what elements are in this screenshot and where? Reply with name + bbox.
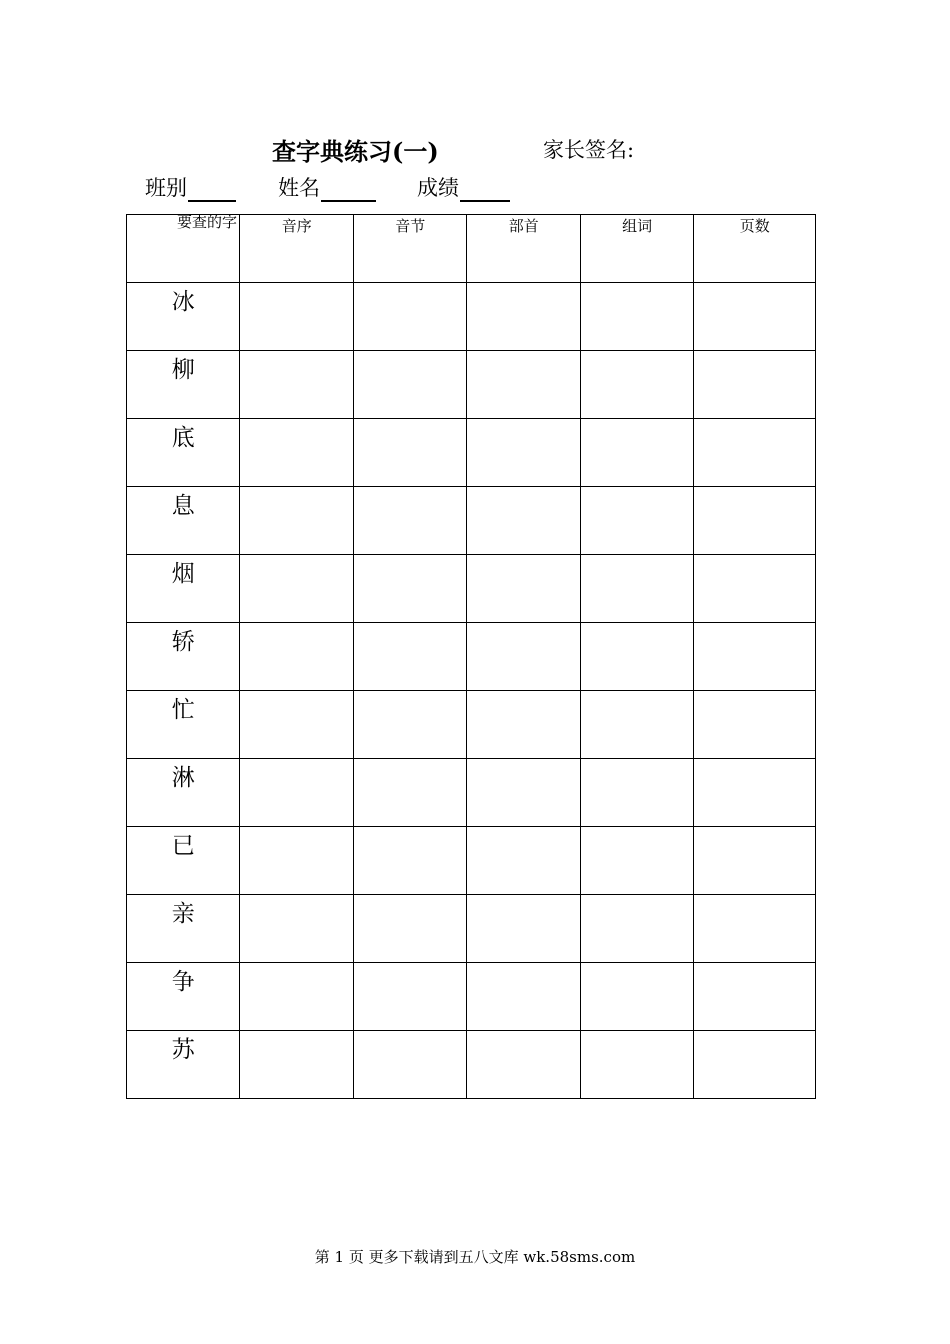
table-row — [127, 419, 816, 487]
table-row — [127, 351, 816, 419]
score-blank[interactable] — [460, 178, 510, 202]
page-cell[interactable] — [694, 351, 816, 419]
column-header-initial-letter: 音序 — [240, 215, 353, 283]
character-cell: 亲 — [127, 895, 240, 963]
name-label: 姓名 — [278, 176, 320, 200]
initial-letter-cell[interactable] — [240, 827, 353, 895]
character-cell: 烟 — [127, 555, 240, 623]
initial-letter-cell[interactable] — [240, 623, 353, 691]
class-label: 班别 — [145, 176, 187, 200]
initial-letter-cell[interactable] — [240, 487, 353, 555]
initial-letter-cell[interactable] — [240, 691, 353, 759]
class-blank[interactable] — [188, 178, 236, 202]
column-header-syllable: 音节 — [353, 215, 466, 283]
column-header-radical: 部首 — [467, 215, 580, 283]
initial-letter-cell[interactable] — [240, 351, 353, 419]
table-row — [127, 1031, 816, 1099]
page-cell[interactable] — [694, 419, 816, 487]
syllable-cell[interactable] — [353, 487, 466, 555]
name-blank[interactable] — [321, 178, 376, 202]
table-row — [127, 487, 816, 555]
syllable-cell[interactable] — [353, 827, 466, 895]
page-cell[interactable] — [694, 555, 816, 623]
word-cell[interactable] — [580, 1031, 693, 1099]
syllable-cell[interactable] — [353, 895, 466, 963]
radical-cell[interactable] — [467, 555, 580, 623]
syllable-cell[interactable] — [353, 1031, 466, 1099]
page-cell[interactable] — [694, 283, 816, 351]
name-field — [278, 172, 376, 202]
table-row — [127, 555, 816, 623]
initial-letter-cell[interactable] — [240, 283, 353, 351]
character-cell: 冰 — [127, 283, 240, 351]
character-cell: 争 — [127, 963, 240, 1031]
word-cell[interactable] — [580, 759, 693, 827]
page-cell[interactable] — [694, 623, 816, 691]
table-row — [127, 623, 816, 691]
score-label: 成绩 — [417, 176, 459, 200]
initial-letter-cell[interactable] — [240, 419, 353, 487]
syllable-cell[interactable] — [353, 759, 466, 827]
word-cell[interactable] — [580, 283, 693, 351]
initial-letter-cell[interactable] — [240, 895, 353, 963]
class-field — [145, 172, 236, 202]
page-cell[interactable] — [694, 759, 816, 827]
radical-cell[interactable] — [467, 283, 580, 351]
table-row — [127, 895, 816, 963]
syllable-cell[interactable] — [353, 691, 466, 759]
parent-signature-label: 家长签名: — [543, 138, 635, 162]
radical-cell[interactable] — [467, 691, 580, 759]
syllable-cell[interactable] — [353, 283, 466, 351]
syllable-cell[interactable] — [353, 555, 466, 623]
table-row — [127, 963, 816, 1031]
radical-cell[interactable] — [467, 623, 580, 691]
character-cell: 淋 — [127, 759, 240, 827]
syllable-cell[interactable] — [353, 419, 466, 487]
word-cell[interactable] — [580, 691, 693, 759]
syllable-cell[interactable] — [353, 623, 466, 691]
page-footer: 第 1 页 更多下载请到五八文库 wk.58sms.com — [314, 1248, 636, 1266]
column-header-page: 页数 — [694, 215, 816, 283]
table-row — [127, 759, 816, 827]
syllable-cell[interactable] — [353, 963, 466, 1031]
word-cell[interactable] — [580, 963, 693, 1031]
page-title: 查字典练习(一) — [272, 137, 439, 166]
radical-cell[interactable] — [467, 827, 580, 895]
page-cell[interactable] — [694, 827, 816, 895]
column-header-character: 要查的字 — [127, 215, 240, 283]
score-field — [417, 172, 510, 202]
word-cell[interactable] — [580, 419, 693, 487]
radical-cell[interactable] — [467, 963, 580, 1031]
page-cell[interactable] — [694, 691, 816, 759]
table-row — [127, 827, 816, 895]
table-row — [127, 691, 816, 759]
character-cell: 轿 — [127, 623, 240, 691]
page-cell[interactable] — [694, 1031, 816, 1099]
character-cell: 柳 — [127, 351, 240, 419]
radical-cell[interactable] — [467, 759, 580, 827]
word-cell[interactable] — [580, 623, 693, 691]
table-row — [127, 283, 816, 351]
radical-cell[interactable] — [467, 895, 580, 963]
word-cell[interactable] — [580, 827, 693, 895]
dictionary-practice-table — [126, 214, 816, 1099]
initial-letter-cell[interactable] — [240, 963, 353, 1031]
radical-cell[interactable] — [467, 351, 580, 419]
character-cell: 底 — [127, 419, 240, 487]
radical-cell[interactable] — [467, 419, 580, 487]
word-cell[interactable] — [580, 351, 693, 419]
character-cell: 息 — [127, 487, 240, 555]
initial-letter-cell[interactable] — [240, 759, 353, 827]
page-cell[interactable] — [694, 963, 816, 1031]
radical-cell[interactable] — [467, 1031, 580, 1099]
column-header-word: 组词 — [580, 215, 693, 283]
syllable-cell[interactable] — [353, 351, 466, 419]
table-header-row — [127, 215, 816, 283]
page-cell[interactable] — [694, 895, 816, 963]
character-cell: 已 — [127, 827, 240, 895]
title-row — [0, 132, 950, 168]
character-cell: 忙 — [127, 691, 240, 759]
initial-letter-cell[interactable] — [240, 1031, 353, 1099]
radical-cell[interactable] — [467, 487, 580, 555]
character-cell: 苏 — [127, 1031, 240, 1099]
word-cell[interactable] — [580, 895, 693, 963]
word-cell[interactable] — [580, 555, 693, 623]
page-cell[interactable] — [694, 487, 816, 555]
word-cell[interactable] — [580, 487, 693, 555]
initial-letter-cell[interactable] — [240, 555, 353, 623]
